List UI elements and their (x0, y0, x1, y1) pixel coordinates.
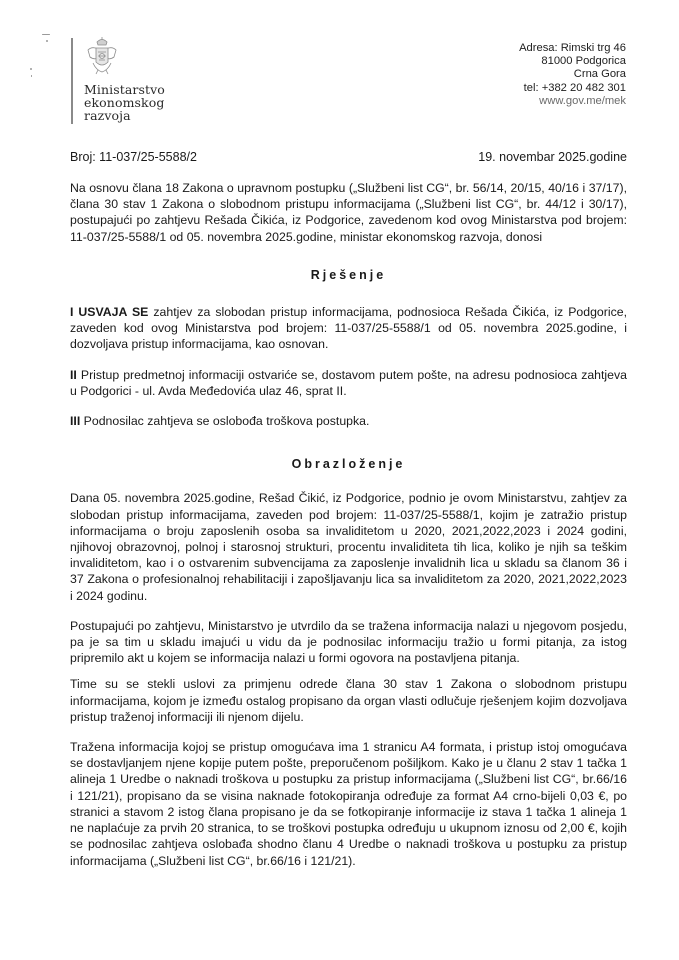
address-country: Crna Gora (573, 68, 626, 81)
preamble-paragraph: Na osnovu člana 18 Zakona o upravnom postupku („Službeni list CG“, br. 56/14, 20/15, 40/16 i 37/17), člana 30 stav 1 Zakona o slobodnom pristupu informacijama („Službeni list CG“, br. 44/12 i 30/17), postupajući po zahtjevu Rešada Čikića, iz Podgorice, zavedenom kod ovog Ministarstva pod brojem: 11-037/25-5588/1 od 05. novembra 2025.godine, ministar ekonomskog razvoja, donosi (70, 181, 627, 244)
decision-item-2-text: Pristup predmetnoj informaciji ostvariće se, dostavom putem pošte, na adresu podnosioca zahtjeva u Podgorici - ul. Avda Međedovića ulaz 46, sprat II. (70, 367, 627, 398)
ministry-logo (71, 36, 271, 126)
decision-item-2-lead: II (70, 367, 77, 382)
montenegro-coat-of-arms-icon (84, 36, 120, 76)
address-website: www.gov.me/mek (539, 94, 626, 107)
ministry-name-line-1: Ministarstvo (84, 82, 165, 97)
address-phone: tel: +382 20 482 301 (523, 81, 626, 94)
reasoning-paragraph-4: Tražena informacija kojoj se pristup omogućava ima 1 stranicu A4 formata, i pristup istoj omogućava se dostavljanjem njene kopije putem pošte, preporučenom pošiljkom. Kako je u članu 2 stav 1 tačka 1 alineja 1 Uredbe o naknadi troškova u postupku za pristup informacijama („Službeni list CG“, br.66/16 i 121/21), propisano da se visina naknade fotokopiranja određuje za format A4 crno-bijeli 0,03 €, po stranici a stavom 2 istog člana propisano je da se fotkopiranje informacije iz stava 1 tačka 1 alineja 1 ne naplaćuje za prvih 20 stranica, to se troškovi postupka određuju u ukupnom iznosu od 2,00 €, kojih se podnosilac zahtjeva oslobađa shodno članu 4 Uredbe o naknadi troškova u postupku za pristup informacijama („Službeni list CG“, br.66/16 i 121/21). (70, 740, 627, 868)
reasoning-paragraph-2: Postupajući po zahtjevu, Ministarstvo je utvrdilo da se tražena informacija nalazi u njegovom posjedu, pa je sa tim u skladu imajući u vidu da je podnosilac informaciju tražio u formi pitanja, za istog pripremilo akt u kojem se informacija nalazi u formi ogovora na postavljena pitanja. (70, 618, 627, 666)
ministry-name (84, 83, 165, 122)
decision-item-1-lead: I USVAJA SE (70, 305, 149, 320)
document-meta (70, 150, 627, 164)
scan-artifacts (28, 30, 58, 80)
decision-item-3-text: Podnosilac zahtjeva se oslobođa troškova postupka. (80, 414, 370, 429)
address-city: 81000 Podgorica (541, 55, 626, 68)
address-street: Adresa: Rimski trg 46 (519, 42, 626, 54)
document-body (70, 180, 627, 869)
decision-item-3-lead: III (70, 414, 81, 429)
decision-item-3 (70, 413, 627, 429)
contact-address-block (519, 42, 626, 108)
decision-item-1 (70, 304, 627, 353)
decision-item-1-text: zahtjev za slobodan pristup informacijama, podnosioca Rešada Čikića, iz Podgorice, zaveden kod ovog Ministarstva pod brojem: 11-037/25-5588/1 od 05. novembra 2025.godine, i dozvoljava pristup informacijama, kao osnovan. (70, 305, 628, 352)
logo-divider (71, 38, 73, 124)
ministry-name-line-2: ekonomskog (84, 95, 165, 110)
reasoning-paragraph-3: Time su se stekli uslovi za primjenu odrede člana 30 stav 1 Zakona o slobodnom pristupu informacijama, kojom je između ostalog propisano da organ vlasti odlučuje rješenjem kojim dozvoljava pristup traženoj informaciji ili njenom dijelu. (70, 677, 627, 724)
decision-item-2 (70, 367, 627, 399)
document-number: Broj: 11-037/25-5588/2 (70, 150, 197, 164)
reasoning-heading: Obrazloženje (291, 457, 406, 472)
decision-heading: Rješenje (310, 267, 387, 282)
ministry-name-line-3: razvoja (84, 108, 131, 123)
reasoning-paragraph-1: Dana 05. novembra 2025.godine, Rešad Čikić, iz Podgorice, podnio je ovom Ministarstvu, zahtjev za slobodan pristup informacijama, zaveden pod brojem: 11-037/25-5588/1, kojim je zatražio pristup informacijama o broju zaposlenih osoba sa invaliditetom u 2020, 2021,2022,2023 i 2024 godini, njihovoj obrazovnoj, polnoj i starosnoj strukturi, procentu invaliditeta tih lica, koliko je njih sa teškim invaliditetom, kao i o ostvarenim subvencijama za zaposlenje invalidnih lica u skladu sa članom 36 i 37 Zakona o profesionalnoj rehabilitaciji i zapošljavanju lica sa invaliditetom za 2020, 2021,2022,2023 i 2024 godinu. (70, 491, 627, 603)
document-date: 19. novembar 2025.godine (478, 150, 627, 164)
